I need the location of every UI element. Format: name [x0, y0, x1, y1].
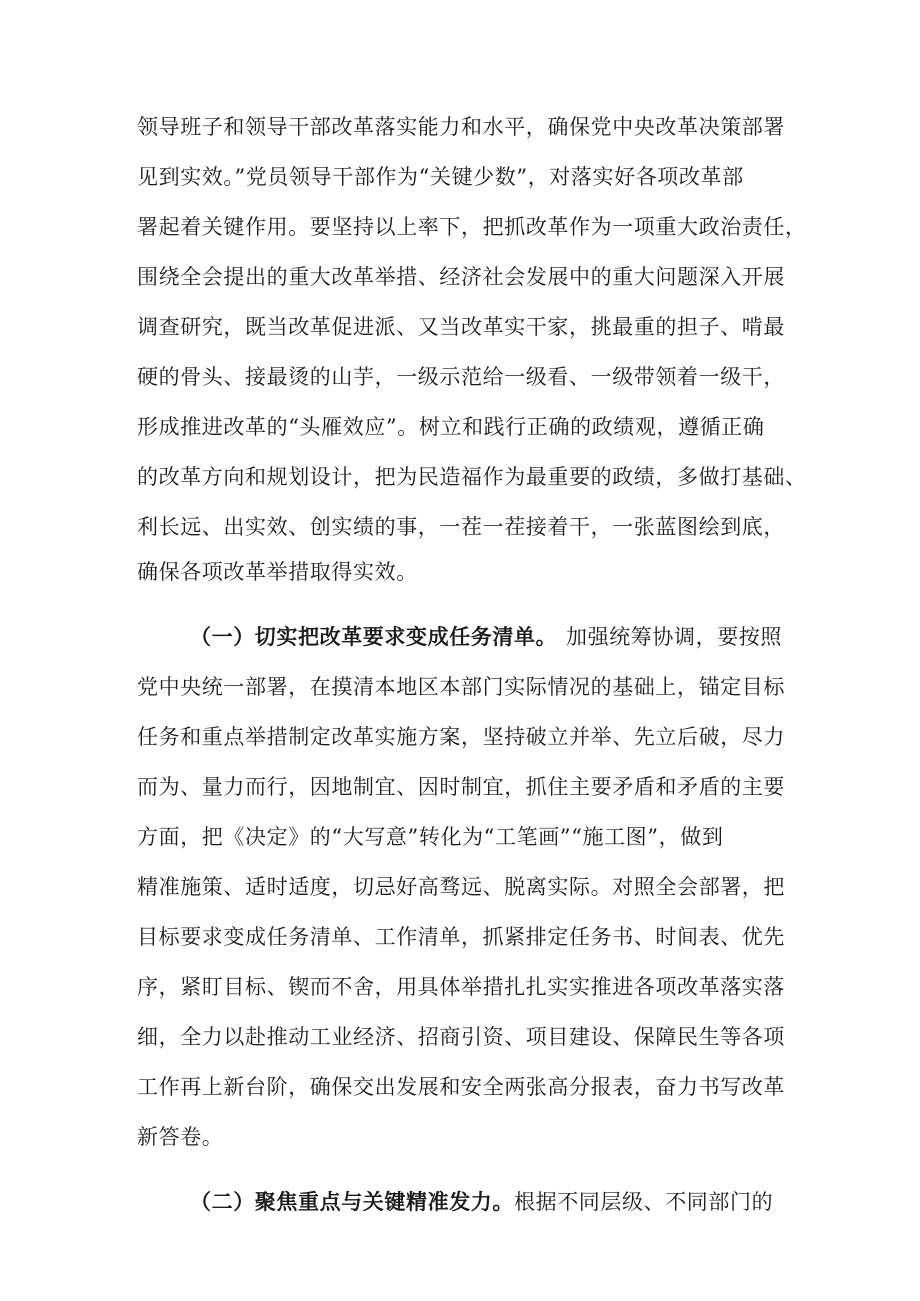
section-2-heading: （二）聚焦重点与关键精准发力。 — [190, 1189, 514, 1214]
section-1-first-line-rest: 加强统筹协调，要按照 — [566, 625, 782, 649]
document-page: 领导班子和领导干部改革落实能力和水平，确保党中央改革决策部署 见到实效。”党员领导干部作为“关键少数”，对落实好各项改革部 署起着关键作用。要坚持以上率下，把抓改革作为一项重大政治责任， 围绕全会提出的重大改革举措、经济社会发展中的重大问题深入开展 调查研究，既当改革促进派、又当改革实干家，挑最重的担子、啃最 硬的骨头、接最烫的山芋，一级示范给一级看、一级带领着一级干， 形成推进改革的“头雁效应”。树立和践行正确的政绩观，遵循正确 的改革方向和规划设计，把为民造福作为最重要的政绩，多做打基础、 利长远、出实效、创实绩的事，一茬一茬接着干，一张蓝图绘到底， 确保各项改革举措取得实效。 （一）切实把改革要求变成任务清单。 加强统筹协调，要按照 党中央统一部署，在摸清本地区本部门实际情况的基础上，锚定目标 任务和重点举措制定改革实施方案，坚持破立并举、先立后破，尽力 而为、量力而行，因地制宜、因时制宜，抓住主要矛盾和矛盾的主要 方面，把《决定》的“大写意”转化为“工笔画”“施工图”，做到 精准施策、适时适度，切忌好高骛远、脱离实际。对照全会部署，把 目标要求变成任务清单、工作清单，抓紧排定任务书、时间表、优先 序，紧盯目标、锲而不舍，用具体举措扎扎实实推进各项改革落实落 细，全力以赴推动工业经济、招商引资、项目建设、保障民生等各项 工作再上新台阶，确保交出发展和安全两张高分报表，奋力书写改革 新答卷。 （二）聚焦重点与关键精准发力。 根据不同层级、不同部门的 — [0, 0, 920, 1301]
section-2-first-line-rest: 根据不同层级、不同部门的 — [514, 1190, 774, 1214]
section-1-heading: （一）切实把改革要求变成任务清单。 — [190, 624, 558, 649]
